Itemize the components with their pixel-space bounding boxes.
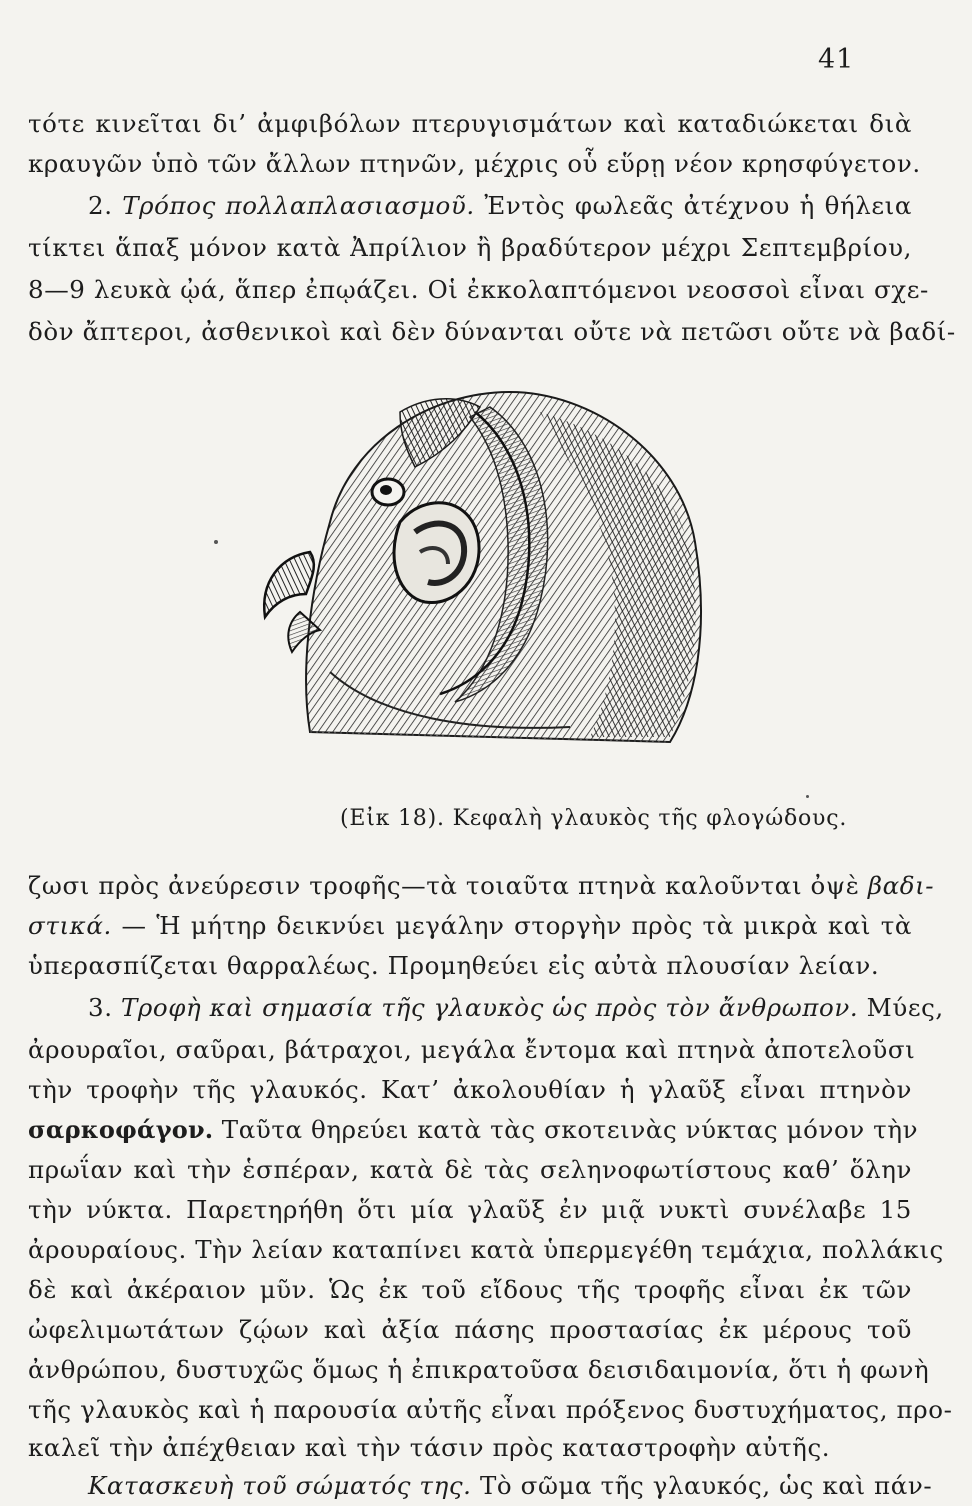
owl-head-illustration — [240, 372, 710, 792]
bold-term: σαρκοφάγον. — [28, 1115, 214, 1144]
section-heading: Τρόπος πολλαπλασιασμοῦ. — [122, 191, 475, 220]
print-speck — [214, 540, 218, 544]
page-number: 41 — [818, 44, 855, 75]
section-heading: Κατασκευὴ τοῦ σώματός της. — [88, 1471, 472, 1500]
text-line: ἀρουραίους. Τὴν λείαν καταπίνει κατὰ ὑπερμεγέθη τεμάχια, πολλάκις — [28, 1235, 944, 1264]
section-3-first-line — [88, 988, 944, 1028]
section-number: 3. — [88, 993, 113, 1022]
text-line: ἀνθρώπου, δυστυχῶς ὅμως ἡ ἐπικρατοῦσα δεισιδαιμονία, ὅτι ἡ φωνὴ — [28, 1355, 930, 1384]
italic-term: βαδι- — [867, 871, 935, 900]
text-line: τότε κινεῖται δι’ ἀμφιβόλων πτερυγισμάτων καὶ καταδιώκεται διὰ — [28, 109, 912, 138]
italic-term: στικά. — [28, 911, 112, 940]
text-span: Τὸ σῶμα τῆς γλαυκός, ὡς καὶ πάν- — [479, 1471, 933, 1500]
text-line: δὸν ἄπτεροι, ἀσθενικοὶ καὶ δὲν δύνανται οὔτε νὰ πετῶσι οὔτε νὰ βαδί- — [28, 317, 956, 346]
text-line: ὑπερασπίζεται θαρραλέως. Προμηθεύει εἰς αὐτὰ πλουσίαν λείαν. — [28, 951, 880, 980]
text-span: Ταῦτα θηρεύει κατὰ τὰς σκοτεινὰς νύκτας μόνον τὴν — [221, 1115, 919, 1144]
text-line: τίκτει ἅπαξ μόνον κατὰ Ἀπρίλιον ἢ βραδύτερον μέχρι Σεπτεμβρίου, — [28, 233, 912, 262]
section-2-first-line — [88, 186, 912, 226]
text-line — [28, 866, 935, 906]
text-line — [28, 906, 912, 946]
text-line: τῆς γλαυκὸς καὶ ἡ παρουσία αὐτῆς εἶναι πρόξενος δυστυχήματος, προ- — [28, 1395, 953, 1424]
text-line: καλεῖ τὴν ἀπέχθειαν καὶ τὴν τάσιν πρὸς καταστροφὴν αὐτῆς. — [28, 1433, 831, 1462]
text-line: τὴν τροφὴν τῆς γλαυκός. Κατ’ ἀκολουθίαν ἡ γλαῦξ εἶναι πτηνὸν — [28, 1075, 912, 1104]
section-heading: Τροφὴ καὶ σημασία τῆς γλαυκὸς ὡς πρὸς τὸν ἄνθρωπον. — [120, 993, 859, 1022]
figure-caption: (Εἰκ 18). Κεφαλὴ γλαυκὸς τῆς φλογώδους. — [340, 806, 848, 831]
text-span: Ἐντὸς φωλεᾶς ἀτέχνου ἡ θήλεια — [484, 191, 912, 220]
print-speck — [806, 795, 809, 798]
text-line: ἀρουραῖοι, σαῦραι, βάτραχοι, μεγάλα ἔντομα καὶ πτηνὰ ἀποτελοῦσι — [28, 1035, 916, 1064]
section-number: 2. — [88, 191, 113, 220]
text-line: κραυγῶν ὑπὸ τῶν ἄλλων πτηνῶν, μέχρις οὗ εὕρῃ νέον κρησφύγετον. — [28, 149, 921, 178]
text-line — [28, 1110, 919, 1150]
owl-head-drawing — [240, 372, 710, 792]
text-span: — Ἡ μήτηρ δεικνύει μεγάλην στοργὴν πρὸς τὰ μικρὰ καὶ τὰ — [121, 911, 912, 940]
text-line: δὲ καὶ ἀκέραιον μῦν. Ὡς ἐκ τοῦ εἴδους τῆς τροφῆς εἶναι ἐκ τῶν — [28, 1275, 912, 1304]
text-span: Μύες, — [866, 993, 944, 1022]
text-line: 8—9 λευκὰ ᾠά, ἅπερ ἐπῳάζει. Οἱ ἐκκολαπτόμενοι νεοσσοὶ εἶναι σχε- — [28, 275, 929, 304]
text-span: ζωσι πρὸς ἀνεύρεσιν τροφῆς—τὰ τοιαῦτα πτηνὰ καλοῦνται ὀψὲ — [28, 871, 860, 900]
text-line: ὠφελιμωτάτων ζῴων καὶ ἀξία πάσης προστασίας ἐκ μέρους τοῦ — [28, 1315, 912, 1344]
text-line: πρωΐαν καὶ τὴν ἑσπέραν, κατὰ δὲ τὰς σεληνοφωτίστους καθ’ ὅλην — [28, 1155, 912, 1184]
section-4-first-line — [88, 1466, 933, 1506]
text-line: τὴν νύκτα. Παρετηρήθη ὅτι μία γλαῦξ ἐν μιᾷ νυκτὶ συνέλαβε 15 — [28, 1195, 912, 1224]
